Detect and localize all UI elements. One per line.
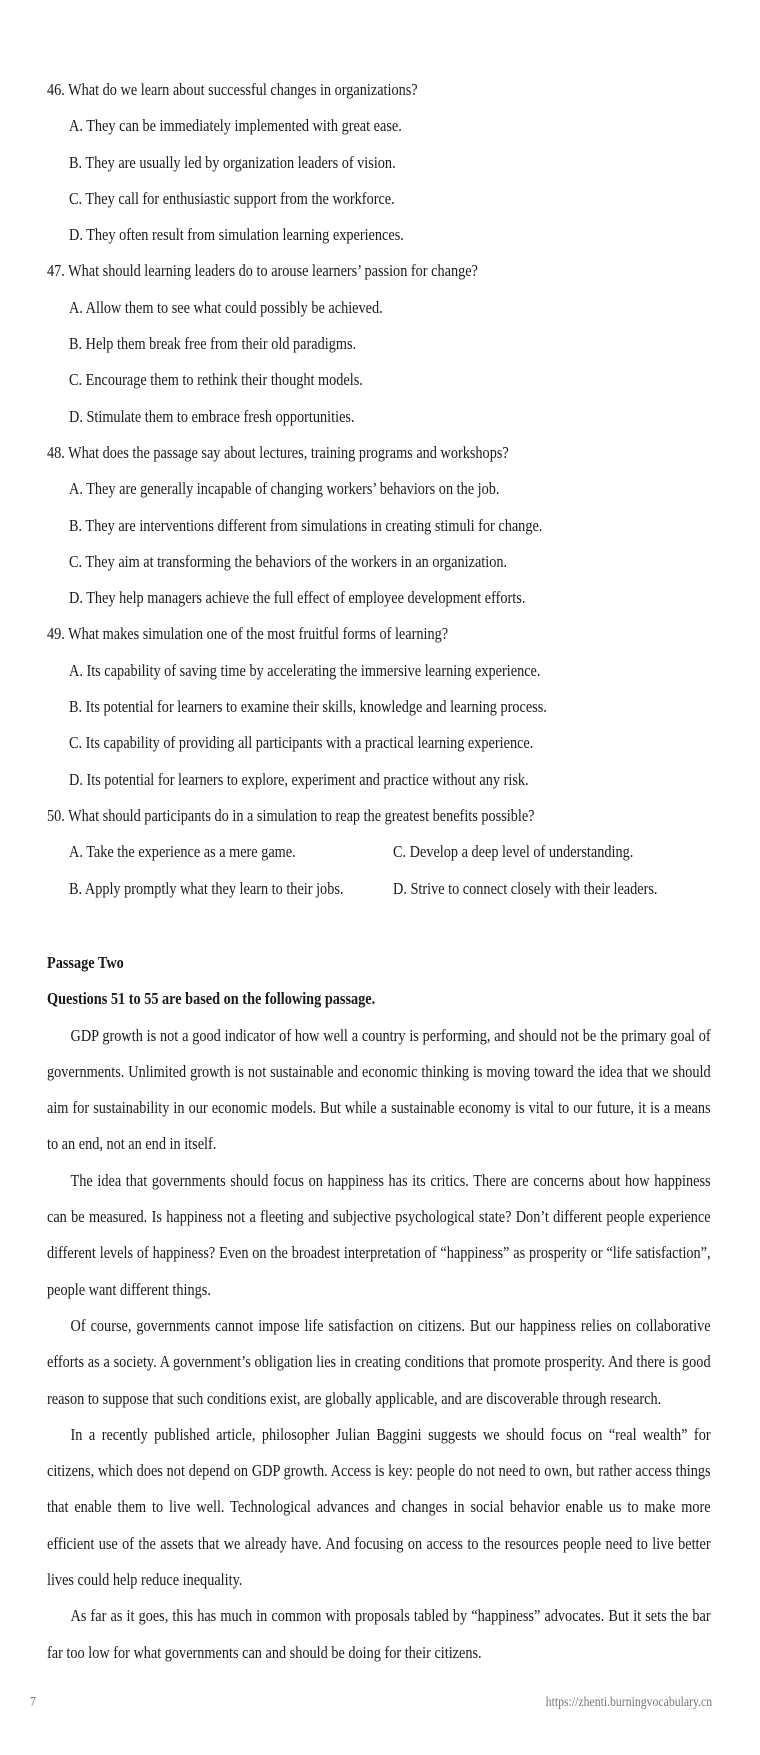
option-c: C. They call for enthusiastic support from the workforce. xyxy=(69,188,395,208)
question-49 xyxy=(47,616,727,797)
passage-paragraph: Of course, governments cannot impose life satisfaction on citizens. But our happiness relies on collaborative efforts as a society. A government’s obligation lies in creating conditions that promote prosperity. And there is good reason to suppose that such conditions exist, are globally applicable, and are discoverable through research. xyxy=(47,1315,711,1408)
question-stem: 50. What should participants do in a simulation to reap the greatest benefits possible? xyxy=(47,805,535,825)
question-48 xyxy=(47,435,727,616)
question-47 xyxy=(47,253,727,434)
question-stem: 48. What does the passage say about lectures, training programs and workshops? xyxy=(47,442,509,462)
passage-instruction: Questions 51 to 55 are based on the following passage. xyxy=(47,989,376,1009)
option-d: D. They help managers achieve the full effect of employee development efforts. xyxy=(69,588,526,608)
option-d: D. Its potential for learners to explore, experiment and practice without any risk. xyxy=(69,769,529,789)
option-b: B. Its potential for learners to examine their skills, knowledge and learning process. xyxy=(69,697,547,717)
question-stem: 49. What makes simulation one of the most fruitful forms of learning? xyxy=(47,624,449,644)
option-c: C. Encourage them to rethink their thought models. xyxy=(69,370,363,390)
option-d: D. They often result from simulation learning experiences. xyxy=(69,225,404,245)
question-list xyxy=(47,72,727,907)
passage-two xyxy=(47,945,711,1671)
option-a: A. Its capability of saving time by accelerating the immersive learning experience. xyxy=(69,660,541,680)
passage-paragraph: As far as it goes, this has much in common with proposals tabled by “happiness” advocates. But it sets the bar far too low for what governments can and should be doing for their citizens. xyxy=(47,1606,711,1662)
question-46 xyxy=(47,72,727,253)
passage-title: Passage Two xyxy=(47,953,124,972)
option-a: A. Allow them to see what could possibly be achieved. xyxy=(69,297,383,317)
option-a: A. They are generally incapable of changing workers’ behaviors on the job. xyxy=(69,479,500,499)
passage-paragraph: The idea that governments should focus on happiness has its critics. There are concerns about how happiness can be measured. Is happiness not a fleeting and subjective psychological state? Don’t different people experience different levels of happiness? Even on the broadest interpretation of “happiness” as prosperity or “life satisfaction”, people want different things. xyxy=(47,1170,711,1299)
option-row xyxy=(47,834,727,870)
question-50 xyxy=(47,798,727,907)
option-c: C. Develop a deep level of understanding. xyxy=(393,842,634,862)
option-row xyxy=(47,871,727,907)
option-b: B. They are interventions different from simulations in creating stimuli for change. xyxy=(69,515,543,535)
option-a: A. Take the experience as a mere game. xyxy=(69,842,296,862)
page-number: 7 xyxy=(30,1695,36,1710)
option-d: D. Stimulate them to embrace fresh opportunities. xyxy=(69,406,355,426)
option-b: B. Apply promptly what they learn to their jobs. xyxy=(69,878,344,898)
option-b: B. They are usually led by organization leaders of vision. xyxy=(69,152,396,172)
option-d: D. Strive to connect closely with their leaders. xyxy=(393,878,658,898)
option-c: C. Its capability of providing all participants with a practical learning experience. xyxy=(69,733,534,753)
option-b: B. Help them break free from their old paradigms. xyxy=(69,334,357,354)
question-stem: 46. What do we learn about successful changes in organizations? xyxy=(47,80,418,99)
footer-url[interactable]: https://zhenti.burningvocabulary.cn xyxy=(545,1695,712,1710)
passage-paragraph: GDP growth is not a good indicator of how well a country is performing, and should not be the primary goal of governments. Unlimited growth is not sustainable and economic thinking is moving toward the idea that we should aim for sustainability in our economic models. But while a sustainable economy is vital to our future, it is a means to an end, not an end in itself. xyxy=(47,1025,711,1154)
passage-paragraph: In a recently published article, philosopher Julian Baggini suggests we should focus on “real wealth” for citizens, which does not depend on GDP growth. Access is key: people do not need to own, but rather access things that enable them to live well. Technological advances and changes in social behavior enable us to make more efficient use of the assets that we already have. And focusing on access to the resources people need to live better lives could help reduce inequality. xyxy=(47,1424,711,1590)
option-a: A. They can be immediately implemented with great ease. xyxy=(69,116,402,136)
question-stem: 47. What should learning leaders do to arouse learners’ passion for change? xyxy=(47,261,478,281)
option-c: C. They aim at transforming the behaviors of the workers in an organization. xyxy=(69,551,508,571)
